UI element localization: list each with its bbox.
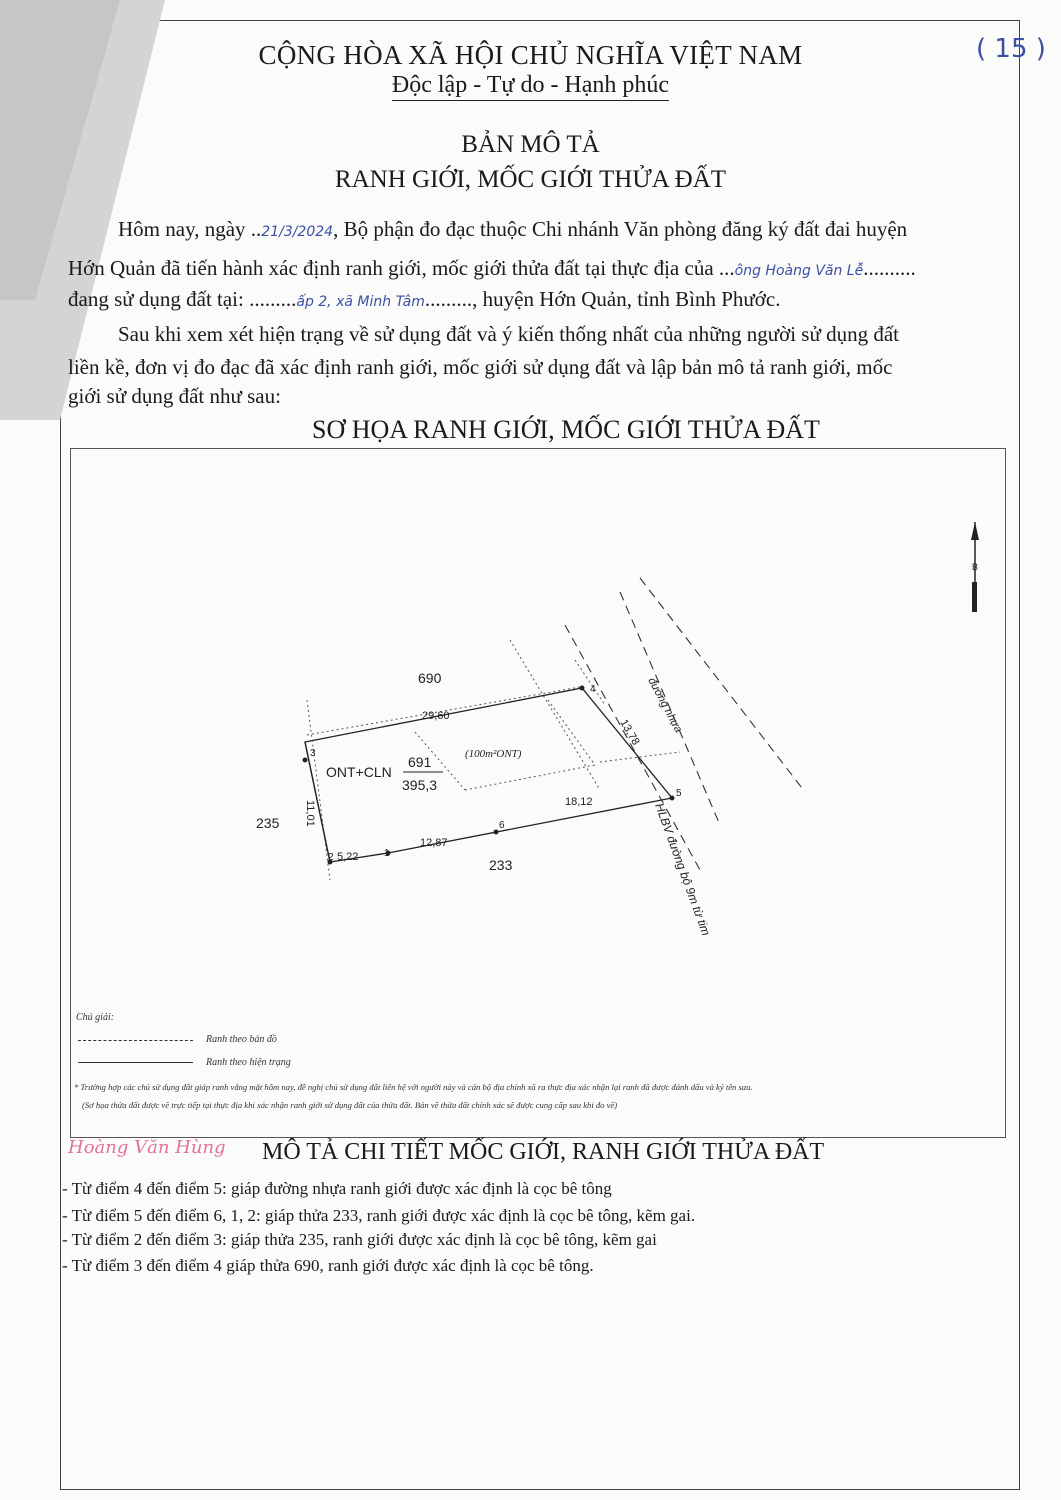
edge-6-1-length: 12,87: [420, 837, 448, 849]
parcel-north-label: 690: [418, 670, 442, 686]
road-offset-label: HLBV đường bộ 9m từ tim: [652, 801, 714, 938]
edge-4-5-length: 13,78: [617, 717, 642, 748]
intro-date-label: Hôm nay, ngày: [118, 217, 246, 241]
detail-item-1: - Từ điểm 4 đến điểm 5: giáp đường nhựa ranh giới được xác định là cọc bê tông: [62, 1179, 612, 1198]
point-2-label: 2: [328, 852, 334, 863]
road-label: đường nhựa: [645, 675, 685, 735]
address-label: đang sử dụng đất tại:: [68, 287, 244, 311]
intro-line2: Hớn Quản đã tiến hành xác định ranh giới, mốc giới thửa đất tại thực địa của ...ông Hoàng Văn Lễ..........: [68, 256, 916, 280]
intro-line5: liền kề, đơn vị đo đạc đã xác định ranh giới, mốc giới sử dụng đất và lập bản mô tả ranh giới, mốc: [68, 355, 893, 379]
detail-item-3: - Từ điểm 2 đến điểm 3: giáp thửa 235, ranh giới được xác định là cọc bê tông, kẽm gai: [62, 1230, 657, 1249]
legend-solid-line: [78, 1062, 193, 1063]
edge-1-2-length: 5,22: [337, 851, 359, 863]
ont-note-label: (100m²ONT): [465, 748, 522, 760]
intro-line6: giới sử dụng đất như sau:: [68, 384, 281, 408]
detail-item-4: - Từ điểm 3 đến điểm 4 giáp thửa 690, ranh giới được xác định là cọc bê tông.: [62, 1256, 594, 1275]
legend-dashed-line: [78, 1040, 193, 1041]
north-label: B: [972, 562, 979, 572]
point-3-label: 3: [310, 748, 316, 759]
detail-item-2: - Từ điểm 5 đến điểm 6, 1, 2: giáp thửa 233, ranh giới được xác định là cọc bê tông, kẽm gai.: [62, 1206, 696, 1225]
map-boundary-lines: [307, 640, 680, 880]
legend-solid-label: Ranh theo hiện trạng: [206, 1057, 291, 1068]
edge-2-3-length: 11,01: [304, 800, 316, 827]
point-5-label: 5: [676, 788, 682, 799]
address-suffix: , huyện Hớn Quản, tỉnh Bình Phước.: [472, 287, 781, 311]
intro-date: 21/3/2024: [261, 224, 334, 240]
parcel-south-label: 233: [489, 857, 513, 873]
intro-line4: Sau khi xem xét hiện trạng về sử dụng đất và ý kiến thống nhất của những người sử dụng đất: [118, 322, 899, 346]
owner-name: ông Hoàng Văn Lễ: [734, 263, 864, 279]
legend-note-2: (Sơ họa thửa đất được vẽ trực tiếp tại thực địa khi xác nhận ranh giới sử dụng đất của thửa đất. Bản vẽ thửa đất chính xác sẽ được cung cấp sau khi đo vẽ): [82, 1100, 618, 1110]
motto-text: Độc lập - Tự do - Hạnh phúc: [392, 72, 669, 101]
intro-line3: đang sử dụng đất tại: .........ấp 2, xã Minh Tâm........., huyện Hớn Quản, tỉnh Bình Phước.: [68, 287, 781, 311]
legend-title: Chú giải:: [76, 1012, 115, 1023]
intro-line2-text: Hớn Quản đã tiến hành xác định ranh giới, mốc giới thửa đất tại thực địa của: [68, 256, 714, 280]
doc-title-line2: RANH GIỚI, MỐC GIỚI THỬA ĐẤT: [334, 166, 727, 193]
legend-note-1: * Trường hợp các chủ sử dụng đất giáp ranh vắng mặt hôm nay, đề nghị chủ sử dụng đất liên hệ với người này và cán bộ địa chính xã ra thực địa xác nhận lại ranh đã được đánh dấu và ký tên sau.: [74, 1082, 753, 1092]
intro-line1-suffix: , Bộ phận đo đạc thuộc Chi nhánh Văn phòng đăng ký đất đai huyện: [333, 217, 908, 241]
national-title: CỘNG HÒA XÃ HỘI CHỦ NGHĨA VIỆT NAM: [258, 40, 803, 70]
edge-3-4-length: 29,60: [422, 710, 450, 722]
signature: Hoàng Văn Hùng: [68, 1137, 226, 1158]
doc-title-line1: BẢN MÔ TẢ: [461, 131, 600, 158]
details-title: MÔ TẢ CHI TIẾT MỐC GIỚI, RANH GIỚI THỬA ĐẤT: [262, 1139, 825, 1165]
page-mark: ( 15 ): [976, 34, 1046, 64]
sketch-title: SƠ HỌA RANH GIỚI, MỐC GIỚI THỬA ĐẤT: [312, 415, 820, 444]
parcel-type-label: ONT+CLN: [326, 764, 392, 780]
point-4-label: 4: [590, 684, 596, 695]
parcel-area-label: 395,3: [402, 777, 438, 793]
edge-5-6-length: 18,12: [565, 796, 593, 808]
point-1-label: 1: [384, 848, 390, 859]
parcel-west-label: 235: [256, 815, 280, 831]
legend-dashed-label: Ranh theo bản đồ: [206, 1034, 277, 1045]
road-lines: [565, 578, 805, 870]
point-6-label: 6: [499, 820, 505, 831]
parcel-number-label: 691: [408, 754, 432, 770]
address-value: ấp 2, xã Minh Tâm: [296, 294, 425, 310]
intro-line1: Hôm nay, ngày ..21/3/2024, Bộ phận đo đạc thuộc Chi nhánh Văn phòng đăng ký đất đai huyện: [118, 217, 908, 241]
